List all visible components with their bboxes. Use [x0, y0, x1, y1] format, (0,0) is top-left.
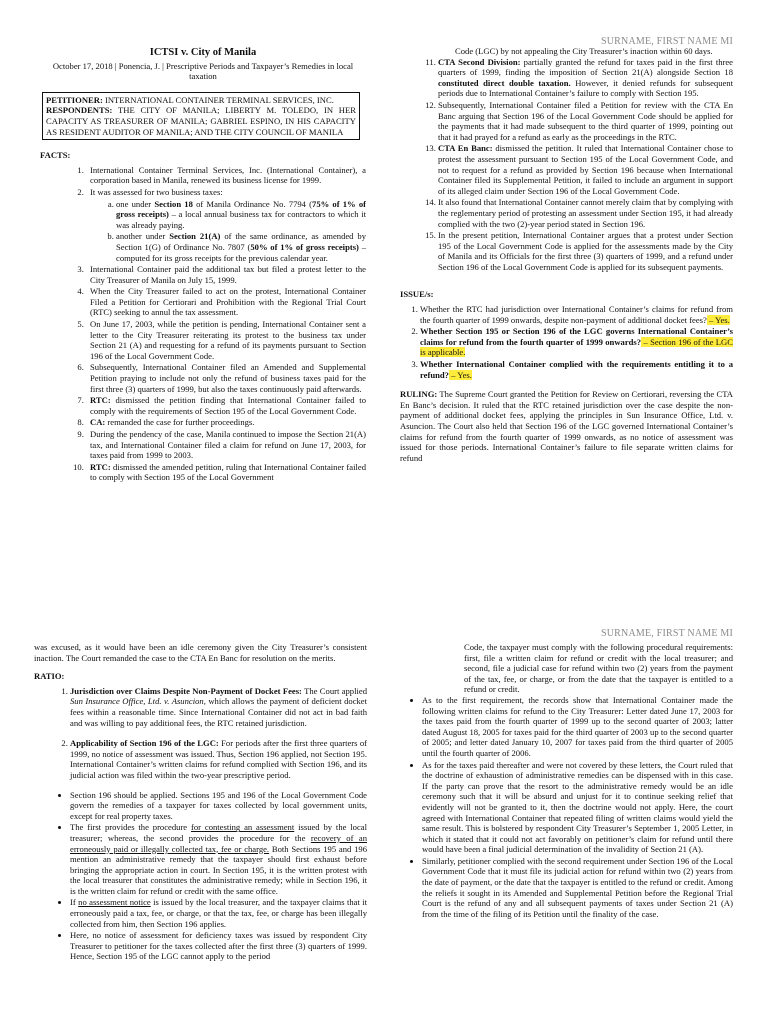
ratio-bullet: • Similarly, petitioner complied with the second requirement under Section 196 of the Local Government Code that it must file its judicial action for refund within two (2) years from the date of payment, or the date that the taxpayer is entitled to the refund or credit. Among the reliefs it sought in its Amended and Supplemental Petition before the Regional Trial Court is the refund of any and all subsequent payments of taxes under Section 21 (A) from the time of the filing of its Petition until the finality of the case. — [422, 856, 733, 920]
fact-item: 9. During the pendency of the case, Manila continued to impose the Section 21(A) tax, and International Container filed a claim for refund on June 17, 2003, for taxes paid from 1999 to 2003. — [86, 429, 366, 461]
facts-heading: FACTS: — [40, 150, 71, 161]
respondents-label: RESPONDENTS: — [46, 105, 113, 116]
ratio-heading: RATIO: — [34, 671, 65, 682]
issue-item: 2. Whether Section 195 or Section 196 of the LGC governs International Container’s claims for refund from the fourth quarter of 1999 onwards? – Section 196 of the LGC is applicable. — [420, 326, 733, 358]
fact-item: 13. CTA En Banc: dismissed the petition. It ruled that International Container chose to protest the assessment pursuant to Section 195 of the Local Government Code, and not to request for a refund as provided by Section 196 because when International Container filed its Supplemental Petition, it failed to include an argument in support of its alleged claim under Section 196 of the Local Government Code. — [438, 143, 733, 196]
facts-list-continued — [400, 57, 733, 273]
fact-item: 12. Subsequently, International Container filed a Petition for review with the CTA En Banc arguing that Section 196 of the Local Government Code should be applied for the payments that it had made subsequent to the third quarter of 1999, pointing out that it had prayed for a refund as early as the proceedings in the RTC. — [438, 100, 733, 142]
page2-left-column — [34, 642, 367, 963]
ratio-bullet: • Section 196 should be applied. Sections 195 and 196 of the Local Government Code govern the remedies of a taxpayer for taxes collected by local government units, except for real property taxes. — [70, 790, 367, 822]
header-name: SURNAME, FIRST NAME MI — [600, 36, 733, 47]
respondents-line — [46, 105, 356, 137]
ratio-bullets — [34, 790, 367, 963]
fact-subitem: b. another under Section 21(A) of the same ordinance, as amended by Section 1(G) of Ordinance No. 7807 (50% of 1% of gross receipts) – computed for its gross receipts for the previous calendar year. — [116, 231, 366, 263]
fact-item: 6. Subsequently, International Container filed an Amended and Supplemental Petition praying to include not only the refund of business taxes paid for the first three (3) quarters of 1999, but also the taxes continuously paid afterwards. — [86, 362, 366, 394]
ratio-item: 1. Jurisdiction over Claims Despite Non-Payment of Docket Fees: The Court applied Sun Insurance Office, Ltd. v. Asuncion, which allows the payment of deficient docket fees within a reasonable time. Since International Container did not act in bad faith and was willing to pay additional fees, the RTC retained jurisdiction. — [70, 686, 367, 728]
fact-subitem: a. one under Section 18 of Manila Ordinance No. 7794 (75% of 1% of gross receipts) – a local annual business tax for contractors to which it was already paying. — [116, 199, 366, 231]
issue-item: 3. Whether International Container complied with the requirements entitling it to a refund? – Yes. — [420, 359, 733, 380]
page1-right-column — [400, 46, 733, 469]
issues-heading: ISSUE/s: — [400, 289, 434, 300]
fact-item — [86, 187, 366, 263]
ratio-bullet: • If no assessment notice is issued by the local treasurer, and the taxpayer claims that it erroneously paid a tax, fee, or charge, or that the tax, fee, or charge has been illegally collected from him, then Section 196 applies. — [70, 897, 367, 929]
petitioner-name: INTERNATIONAL CONTAINER TERMINAL SERVICES, INC. — [102, 94, 334, 105]
ratio-bullets-continued — [400, 695, 733, 919]
fact-continuation: Code (LGC) by not appealing the City Treasurer’s inaction within 60 days. — [455, 46, 713, 56]
fact-item: 8. CA: remanded the case for further proceedings. — [86, 417, 366, 428]
ratio-item: 2. Applicability of Section 196 of the LGC: For periods after the first three quarters of 1999, no notice of assessment was issued. Thus, Section 196 applied, not Section 195. International Container’s written claims for refund complied with Section 196, and its judicial action was filed within the two-year prescriptive period. — [70, 738, 367, 780]
ruling-text: The Supreme Court granted the Petition for Review on Certiorari, reversing the CTA En Banc’s decision. It ruled that the RTC retained jurisdiction over the case despite the non-payment of additional docket fees, applying the principles in Sun Insurance Office, Ltd. v. Asuncion. The Court also held that Section 196 of the LGC governed International Container’s claims for refund from the fourth quarter of 1999 onwards, as no notice of assessment was issued for those periods. International Container’s failure to file separate written claims for refund — [400, 389, 733, 463]
page2-right-column — [400, 642, 733, 920]
issue-answer: – Yes. — [448, 369, 472, 380]
ruling-continuation: was excused, as it would have been an idle ceremony given the City Treasurer’s consistent inaction. The Court remanded the case to the CTA En Banc for resolution on the merits. — [34, 642, 367, 663]
ratio-list — [34, 686, 367, 781]
facts-list — [40, 165, 366, 483]
issue-answer: – Yes. — [706, 314, 730, 325]
fact-item: 5. On June 17, 2003, while the petition is pending, International Container sent a letter to the City Treasurer reiterating its protest to the business tax under Section 21 (A) and requesting for a refund of its payments pursuant to Section 196 of the Local Government Code. — [86, 319, 366, 361]
fact-item: 14. It also found that International Container cannot merely claim that by complying with the reglementary period of protesting an assessment under Section 195, it had already complied with the two (2)-year period stated in Section 196. — [438, 197, 733, 229]
ruling-label: RULING: — [400, 389, 438, 400]
case-title: ICTSI v. City of Manila — [149, 47, 257, 58]
fact-item: 11. CTA Second Division: partially granted the refund for taxes paid in the first three quarters of 1999, finding the imposition of Section 21(A) alongside Section 18 constituted direct double taxation. However, it denied refunds for subsequent periods due to International Container’s failure to comply with Section 195. — [438, 57, 733, 99]
fact-item: 1. International Container Terminal Services, Inc. (International Container), a corporation based in Manila, renewed its business license for 1999. — [86, 165, 366, 186]
ratio-bullet: • The first provides the procedure for contesting an assessment issued by the local treasurer; whereas, the second provides the procedure for the recovery of an erroneously paid or illegally collected tax, fee or charge. Both Sections 195 and 196 mention an administrative remedy that the taxpayer should first exhaust before bringing the appropriate action in court. In Section 195, it is the written protest with the local treasurer that constitutes the administrative remedy; while in Section 196, it is the written claim for refund or credit with the same office. — [70, 822, 367, 896]
fact-item: 15. In the present petition, International Container argues that a protest under Section 195 of the Local Government Code is applied for the assessments made by the City of Manila and its Officials for the first three (3) quarters of 1999, and a refund under Section 196 of the Local Government Code is applied for its subsequent payments. — [438, 230, 733, 272]
fact-item: 10. RTC: dismissed the amended petition, ruling that International Container failed to comply with Section 195 of the Local Government — [86, 462, 366, 483]
ruling-paragraph — [400, 389, 733, 463]
document-page-2 — [0, 512, 768, 1024]
header-name: SURNAME, FIRST NAME MI — [600, 628, 733, 639]
issue-answer: – Section 196 of the LGC is applicable. — [420, 336, 733, 358]
parties-box — [42, 92, 360, 140]
issues-list — [400, 304, 733, 380]
issue-item: 1. Whether the RTC had jurisdiction over International Container’s claims for refund from the fourth quarter of 1999 onwards, despite non-payment of additional docket fees? – Yes. — [420, 304, 733, 325]
case-subtitle: October 17, 2018 | Ponencia, J. | Prescriptive Periods and Taxpayer’s Remedies in local taxation — [52, 60, 354, 82]
petitioner-line — [46, 95, 356, 106]
petitioner-label: PETITIONER: — [46, 94, 103, 105]
fact-item: 4. When the City Treasurer failed to act on the protest, International Container Filed a Petition for Certiorari and Prohibition with the Regional Trial Court (RTC) seeking to annul the tax assessment. — [86, 286, 366, 318]
fact-sublist — [90, 199, 366, 264]
fact-item: 7. RTC: dismissed the petition finding that International Container failed to comply with the requirements of Section 195 of the Local Government Code. — [86, 395, 366, 416]
fact-item: 3. International Container paid the additional tax but filed a protest letter to the City Treasurer of Manila on July 15, 1999. — [86, 264, 366, 285]
ratio-bullet: • Here, no notice of assessment for deficiency taxes was issued by respondent City Treasurer to petitioner for the taxes collected after the first three (3) quarters of 1999. Hence, Section 195 of the LGC cannot apply to the period — [70, 930, 367, 962]
ratio-bullet: • As to the first requirement, the records show that International Container made the following written claims for refund to the City Treasurer: Letter dated June 17, 2003 for the taxes paid from the fourth quarter of 1999 up to the second quarter of 2003; latter dated August 18, 2005 for taxes paid for the third quarter of 2003 up to the second quarter of 2005; and letter dated January 10, 2007 for taxes paid from the third quarter of 2005 until the fourth quarter of 2006. — [422, 695, 733, 759]
ratio-continuation: Code, the taxpayer must comply with the following procedural requirements: first, file a written claim for refund or credit with the local treasurer; and second, file a judicial case for refund within two (2) years from the payment of the tax, fee, or charge, or from the date that the taxpayer is entitled to a refund or credit. — [464, 642, 733, 695]
page1-left-column — [40, 48, 366, 484]
fact-text: It was assessed for two business taxes: — [90, 186, 223, 197]
ratio-bullet: • As for the taxes paid thereafter and were not covered by these letters, the Court ruled that the doctrine of exhaustion of administrative remedies can be dispensed with in this case. If the party can prove that the resort to the administrative remedy would be an idle ceremony such that it will be absurd and unjust for it to continue seeking relief that evidently will not be granted to it, then the doctrine would not apply. Here, the court agreed with International Container that repeated filing of written claims would yield the same result. This is bolstered by respondent City Treasurer’s September 1, 2005 Letter, in which it stated that it could not act favorably on petitioner’s claim for refund until there would have been a final judicial determination of the invalidity of Section 21 (A). — [422, 760, 733, 855]
respondents-name: THE CITY OF MANILA; LIBERTY M. TOLEDO, IN HER CAPACITY AS TREASURER OF MANILA; GABRIEL ESPINO, IN HIS CAPACITY AS RESIDENT AUDITOR OF MANILA; AND THE CITY COUNCIL OF MANILA — [46, 105, 356, 137]
